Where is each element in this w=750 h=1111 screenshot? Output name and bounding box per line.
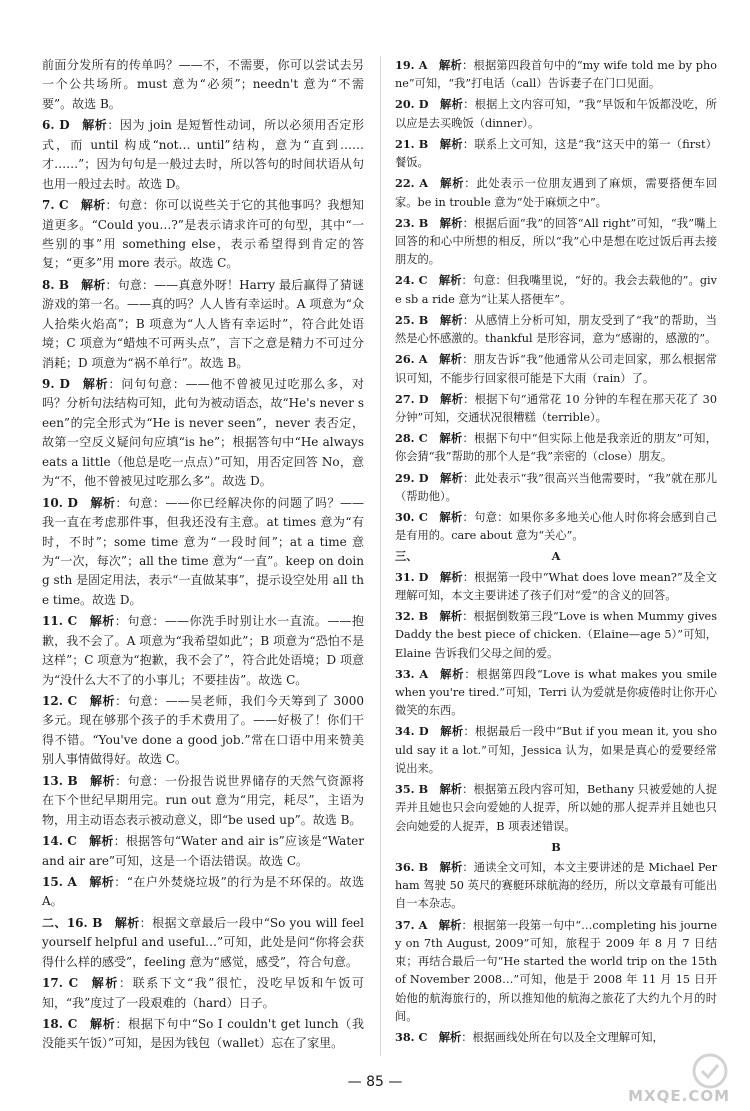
answer-item — [395, 311, 717, 348]
answer-text: ：句意：你可以说些关于它的其他事吗？我想知道更多。“Could you…?”是表示请求许可的句型，其中“一些别的事”用 something else，表示希望得到肯定的答复；“更多”用 more 表示。故选 C。 — [42, 198, 364, 271]
analysis-keyword: 解析 — [88, 834, 114, 849]
answer-item — [42, 494, 364, 611]
answer-text: ：根据第五段内容可知，Bethany 只被爱她的人捉弄并且她也只会向爱她的人捉弄，所以她的那人捉弄并且她也只会向她爱的人捉弄，B 项表述错误。 — [395, 783, 717, 833]
answer-number: 29. D — [395, 470, 429, 485]
analysis-keyword: 解析 — [439, 609, 463, 624]
section-label: 三、 — [395, 549, 418, 564]
analysis-keyword: 解析 — [80, 198, 106, 213]
analysis-keyword: 解析 — [89, 1017, 116, 1031]
analysis-keyword: 解析 — [438, 273, 462, 288]
answer-item — [395, 390, 717, 427]
answer-text: ：句意：——吴老师，我们今天筹到了 3000 多元。现在够那个孩子的手术费用了。——好极了！你们干得不错。“You've done a good job.”常在口语中用来赞美别人事情做得好。故选 C。 — [42, 694, 365, 767]
analysis-keyword: 解析 — [439, 176, 465, 191]
answer-item — [395, 568, 717, 605]
page-number: — 85 — — [347, 1074, 403, 1090]
analysis-keyword: 解析 — [439, 569, 463, 584]
answer-text: ：根据第四段“Love is what makes you smile when you're tired.”可知，Terri 认为爱就是你疲倦时让你开心微笑的东西。 — [395, 667, 717, 718]
analysis-keyword: 解析 — [81, 277, 106, 292]
analysis-keyword: 解析 — [438, 58, 462, 72]
answer-text: ：句意：——你洗手时别让水一直流。——抱歉，我不会了。A 项意为“我希望如此”；B 项意为“恐怕不是这样”；C 项意为“抱歉，我不会了”，符合此处语境；D 项意为“没什么大不了的小事儿；不要挂齿”。故选 C。 — [42, 614, 364, 687]
answer-text: ：根据文章最后一段中“So you will feel yourself helpful and useful…”可知，此处是问“你将会获得什么样的感受”，feeling 意为“感觉，感受”，符合句意。 — [42, 915, 364, 969]
answer-number: 18. C — [42, 1017, 78, 1031]
answer-text: ：朋友告诉“我”他通常从公司走回家，那么根据常识可知，不能步行回家很可能是下大雨（rain）了。 — [395, 353, 717, 385]
answer-item — [395, 429, 717, 466]
analysis-keyword: 解析 — [90, 976, 119, 991]
answer-text: ：根据倒数第三段“Love is when Mummy gives Daddy the best piece of chicken.（Elaine—age 5）”可知，Elaine 告诉我们父母之间的爱。 — [395, 610, 717, 660]
answer-text: ：句意：如果你多多地关心他人时你将会感到自己是有用的。care about 意为“关心”。 — [395, 511, 717, 543]
analysis-keyword: 解析 — [88, 874, 115, 889]
analysis-keyword: 解析 — [439, 136, 463, 151]
answer-text: ：根据下句中“但实际上他是我亲近的朋友”可知，你会猜“我”帮助的那个人是“我”亲密的（close）朋友。 — [395, 432, 717, 464]
analysis-keyword: 解析 — [439, 215, 463, 230]
answer-number: 36. B — [395, 859, 429, 874]
answer-text: ：通读全文可知，本文主要讲述的是 Michael Perham 驾驶 50 英尺的赛艇环球航海的经历，所以文章最有可能出自一本杂志。 — [395, 860, 717, 911]
answer-number: 10. D — [42, 495, 78, 510]
answer-number: 20. D — [395, 97, 429, 112]
analysis-keyword: 解析 — [439, 510, 463, 525]
answer-text: ：根据下句中“So I couldn't get lunch（我没能买午饭）”可知，是因为钱包（wallet）忘在了家里。 — [42, 1017, 364, 1051]
answer-number: 37. A — [395, 917, 428, 932]
answer-item — [42, 612, 364, 690]
answer-item — [395, 665, 717, 721]
answer-number: 14. C — [42, 834, 77, 849]
answer-item — [395, 214, 717, 270]
analysis-keyword: 解析 — [439, 859, 463, 874]
answer-text: ：根据第一段中“What does love mean?”及全文理解可知，本文主要讲述了孩子们对“爱”的含义的回答。 — [395, 570, 717, 602]
answer-item — [395, 508, 717, 545]
answer-item — [395, 780, 717, 836]
answer-item — [395, 469, 717, 506]
answer-text: 前面分发所有的传单吗？——不，不需要，你可以尝试去另一个公共场所。must 意为“必须”；needn't 意为“不需要”。故选 B。 — [42, 58, 364, 111]
answer-text: ：根据下句“通常花 10 分钟的车程在那天花了 30 分钟”可知，交通状况很糟糕（terrible）。 — [395, 392, 717, 424]
answer-item — [395, 135, 717, 172]
analysis-keyword: 解析 — [439, 391, 464, 406]
analysis-keyword: 解析 — [438, 352, 463, 367]
answer-number: 32. B — [395, 609, 429, 624]
answer-number: 31. D — [395, 569, 429, 584]
section-heading: B — [551, 839, 561, 854]
answer-number: 17. C — [42, 976, 79, 991]
analysis-keyword: 解析 — [439, 431, 463, 446]
section-three-heading — [395, 547, 717, 565]
answer-item — [395, 95, 717, 132]
answer-number: 22. A — [395, 176, 429, 191]
answer-text: ：联系上文可知，这是“我”这天中的第一（first）餐饭。 — [395, 137, 717, 170]
analysis-keyword: 解析 — [438, 917, 462, 932]
answer-number: 28. C — [395, 431, 428, 446]
answer-number: 25. B — [395, 312, 429, 327]
answer-number: 33. A — [395, 666, 429, 681]
analysis-keyword: 解析 — [81, 377, 109, 391]
answer-item — [42, 116, 364, 194]
answer-item — [395, 607, 717, 663]
answer-number: 26. A — [395, 352, 428, 367]
answer-number: 35. B — [395, 782, 429, 797]
answer-text: ：句意：一份报告说世界储存的天然气资源将在下个世纪早期用完。run out 意为“用完，耗尽”，主语为物，用主动语态表示被动意义，即“be used up”。故选 B。 — [42, 773, 364, 827]
answer-number: 7. C — [42, 198, 69, 213]
column-divider — [380, 56, 381, 1056]
answer-text: ：根据第一段第一句中“…completing his journey on 7th August, 2009”可知，旅程于 2009 年 8 月 7 日结束；再结合最后一句“He started the world trip on the 15th of November 2008…”可知，他是于 2008 年 11 月 15 日开始他的航海旅行的，所以推知他的航海之旅花了大约九个月的时间。 — [395, 918, 717, 1023]
answer-text: ：根据答句“Water and air is”应该是“Water and air are”可知，这是一个语法错误。故选 C。 — [42, 834, 364, 868]
answer-text: ：根据画线处所在句以及全文理解可知， — [461, 1030, 664, 1044]
answer-text: ：此处表示一位朋友遇到了麻烦，需要搭便车回家。be in trouble 意为“处于麻烦之中”。 — [395, 177, 717, 209]
answer-number: 9. D — [42, 377, 70, 391]
answer-number: 12. C — [42, 694, 78, 708]
answer-item — [42, 1015, 364, 1054]
answer-text: ：句意：但我嘴里说，“好的。我会去载他的”。give sb a ride 意为“让某人搭便车”。 — [395, 274, 717, 306]
answer-number: 8. B — [42, 277, 70, 292]
answer-text: ：从感情上分析可知，朋友受到了“我”的帮助，当然是心怀感激的。thankful 是形容词，意为“感谢的，感激的”。 — [395, 313, 717, 346]
right-column — [395, 56, 717, 1049]
answer-text: ：根据后面“我”的回答“All right”可知，“我”嘴上回答的和心中所想的相反，所以“我”心中是想在吃过饭后再去接朋友的。 — [395, 216, 717, 267]
answer-item — [42, 772, 364, 830]
answer-number: 30. C — [395, 510, 428, 525]
answer-item — [395, 1028, 717, 1047]
analysis-keyword: 解析 — [439, 666, 465, 681]
analysis-keyword: 解析 — [89, 773, 116, 788]
answer-text: ：根据最后一段中“But if you mean it, you should say it a lot.”可知，Jessica 认为，如果是真心的爱要经常说出来。 — [395, 725, 717, 775]
analysis-keyword: 解析 — [439, 97, 464, 112]
answer-text: ：因为 join 是短暂性动词，所以必须用否定形式，而 until 构成“not… until”结构，意为“直到……才……”；因为句句是一般过去时，所以答句的时间状语从句也用一般过去时。故选 D。 — [42, 118, 364, 191]
answer-item — [42, 873, 364, 912]
analysis-keyword: 解析 — [89, 694, 116, 708]
answer-text: ：问句句意：——他不曾被见过吃那么多，对吗？分析句法结构可知，此句为被动语态，故“He's never seen”的完全形式为“He is never seen”，never 表否定，故第一空反义疑问句应填“is he”；根据答句中“He always eats a little（他总是吃一点点）”可知，用否定回答 No，意为“不，他不曾被见过吃那么多”。故选 D。 — [42, 377, 364, 489]
watermark-logo — [602, 1049, 732, 1105]
answer-item — [42, 56, 364, 114]
answer-number: 38. C — [395, 1029, 428, 1044]
analysis-keyword: 解析 — [89, 614, 115, 629]
answer-item — [395, 858, 717, 914]
answer-item — [395, 56, 717, 93]
answer-item — [42, 974, 364, 1013]
answer-number: 24. C — [395, 273, 428, 288]
analysis-keyword: 解析 — [81, 118, 108, 133]
answer-item — [395, 722, 717, 778]
answer-item — [395, 271, 717, 308]
analysis-keyword: 解析 — [439, 312, 463, 327]
answer-text: ：此处表示“我”很高兴当他需要时，“我”就在那儿（帮助他）。 — [395, 471, 717, 503]
answer-item — [395, 174, 717, 211]
analysis-keyword: 解析 — [114, 915, 140, 930]
answer-number: 27. D — [395, 391, 429, 406]
answer-item — [42, 914, 364, 972]
answer-text: ：根据上文内容可知，“我”早饭和午饭都没吃，所以应是去买晚饭（dinner）。 — [395, 98, 717, 130]
left-column — [42, 56, 364, 1056]
answer-number: 13. B — [42, 773, 78, 788]
answer-number: 11. C — [42, 614, 78, 629]
analysis-keyword: 解析 — [438, 1029, 462, 1044]
answer-number: 19. A — [395, 58, 428, 72]
answer-number: 15. A — [42, 874, 77, 889]
analysis-keyword: 解析 — [439, 724, 464, 739]
answer-item — [42, 375, 364, 492]
answer-number: 21. B — [395, 136, 429, 151]
answer-item — [42, 196, 364, 274]
analysis-keyword: 解析 — [439, 470, 464, 485]
answer-text: ：句意：——真意外呀！Harry 最后赢得了猜谜游戏的第一名。——真的吗？人人皆有幸运时。A 项意为“众人拾柴火焰高”；B 项意为“人人皆有幸运时”，符合此处语境；C 项意为“蜡烛不可两头点”，言下之意是精力不可过分消耗；D 项意为“祸不单行”。故选 B。 — [42, 277, 364, 370]
answer-number: 23. B — [395, 215, 429, 230]
watermark-text: MXQE.COM — [628, 1087, 730, 1105]
section-sub-label: A — [551, 549, 561, 564]
answer-text: ：联系下文“我”很忙，没吃早饭和午饭可知，“我”度过了一段艰难的（hard）日子。 — [42, 976, 364, 1010]
answer-item — [42, 832, 364, 871]
answer-text: ：句意：——你已经解决你的问题了吗？——我一直在考虑那件事，但我还没有主意。at times 意为“有时，不时”；some time 意为“一段时间”；at a time 意为“一次，每次”；all the time 意为“一直”。keep on doing sth 是固定用法，表示“一直做某事”，提示设空处用 all the time。故选 D。 — [42, 495, 364, 607]
answer-number: 二、16. B — [42, 915, 103, 930]
answer-item — [42, 692, 364, 770]
answer-item — [395, 916, 717, 1026]
answer-item — [42, 276, 364, 373]
answer-number: 34. D — [395, 724, 429, 739]
analysis-keyword: 解析 — [439, 782, 463, 797]
answer-number: 6. D — [42, 118, 70, 133]
answer-text: ：根据第四段首句中的“my wife told me by phone”可知，“我”打电话（call）告诉妻子在门口见面。 — [395, 59, 717, 91]
answer-item — [395, 350, 717, 387]
analysis-keyword: 解析 — [89, 495, 116, 510]
answer-text: ：“在户外焚烧垃圾”的行为是不环保的。故选 A。 — [42, 874, 364, 909]
